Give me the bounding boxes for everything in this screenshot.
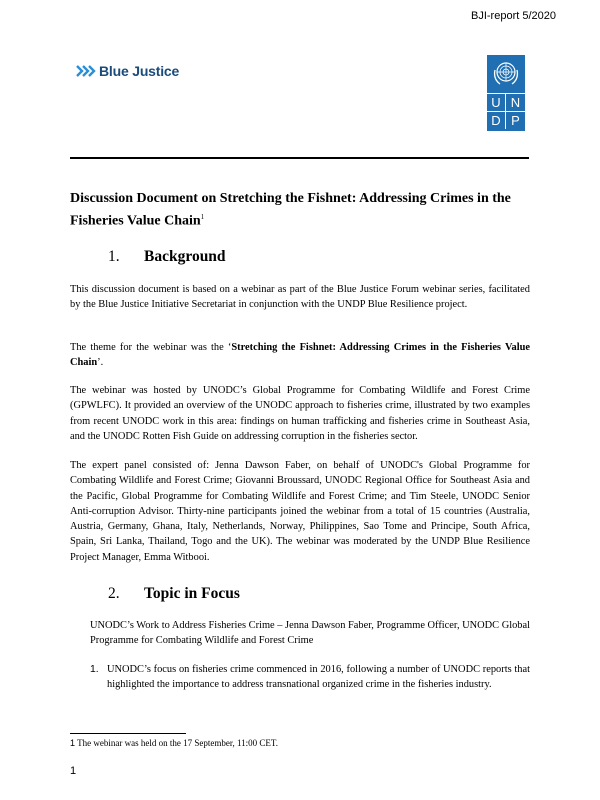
topic-subheading: UNODC’s Work to Address Fisheries Crime – Jenna Dawson Faber, Programme Officer, UNODC Global Programme for Combating Wildlife and Forest Crime bbox=[90, 620, 530, 647]
undp-letters bbox=[487, 93, 525, 129]
blue-justice-logo-text: Blue Justice bbox=[99, 63, 180, 79]
header-divider bbox=[70, 157, 529, 159]
undp-letter: D bbox=[487, 111, 506, 129]
list-item-number: 1. bbox=[90, 664, 99, 675]
document-title bbox=[70, 190, 530, 231]
list-item bbox=[90, 662, 530, 693]
section-number: 1. bbox=[108, 248, 120, 265]
section-title: Background bbox=[144, 248, 226, 265]
footnote-text: The webinar was held on the 17 September, 11:00 CET. bbox=[77, 738, 278, 748]
section-heading-background bbox=[108, 248, 226, 266]
footnote-divider bbox=[70, 733, 186, 734]
footnote bbox=[70, 738, 278, 748]
paragraph-host: The webinar was hosted by UNODC’s Global Programme for Combating Wildlife and Forest Crime (GPWLFC). It provided an overview of the UNODC approach to fisheries crime, illustrated by two examples from recent UNODC work in this area: findings on human trafficking and fisheries crime in Southeast Asia, and the UNODC Rotten Fish Guide on addressing corruption in the fisheries sector. bbox=[70, 385, 530, 442]
double-chevron-icon bbox=[75, 64, 97, 78]
list-item-text: UNODC’s focus on fisheries crime commenced in 2016, following a number of UNODC reports that highlighted the importance to address transnational organized crime in the fisheries industry. bbox=[107, 664, 530, 691]
undp-letter: N bbox=[506, 93, 525, 111]
paragraph-intro: This discussion document is based on a webinar as part of the Blue Justice Forum webinar series, facilitated by the Blue Justice Initiative Secretariat in conjunction with the UNDP Blue Resilience project. bbox=[70, 284, 530, 311]
section-number: 2. bbox=[108, 585, 120, 602]
paragraph-theme bbox=[70, 340, 530, 371]
undp-letter: P bbox=[506, 111, 525, 129]
page-number: 1 bbox=[70, 765, 77, 777]
undp-logo bbox=[487, 55, 525, 131]
un-emblem-icon bbox=[490, 57, 522, 89]
theme-suffix: ’. bbox=[97, 357, 104, 369]
section-title: Topic in Focus bbox=[144, 585, 240, 602]
theme-title: Stretching the Fishnet: Addressing Crimes in the Fisheries Value Chain bbox=[70, 342, 530, 369]
document-title-text: Discussion Document on Stretching the Fishnet: Addressing Crimes in the Fisheries Value Chain bbox=[70, 191, 511, 229]
paragraph-panel: The expert panel consisted of: Jenna Dawson Faber, on behalf of UNODC's Global Programme for Combating Wildlife and Forest Crime; Giovanni Broussard, UNODC Regional Office for Southeast Asia and the Pacific, Global Programme for Combating Wildlife and Forest Crime; and Tim Steele, UNODC Senior Anti-corruption Advisor. Thirty-nine participants joined the webinar from a total of 15 countries (Australia, Austria, Germany, Ghana, Italy, Netherlands, Norway, Philippines, Sao Tome and Principe, South Africa, Spain, Sri Lanka, Thailand, Togo and the UK). The webinar was moderated by the UNDP Blue Resilience Project Manager, Emma Witbooi. bbox=[70, 460, 530, 563]
theme-prefix: The theme for the webinar was the ‘ bbox=[70, 342, 232, 353]
section-heading-topic bbox=[108, 585, 240, 603]
report-id: BJI-report 5/2020 bbox=[471, 10, 556, 22]
blue-justice-logo bbox=[75, 63, 179, 79]
undp-letter: U bbox=[487, 93, 506, 111]
footnote-marker[interactable]: 1 bbox=[200, 213, 205, 221]
footnote-number: 1 bbox=[70, 738, 76, 748]
